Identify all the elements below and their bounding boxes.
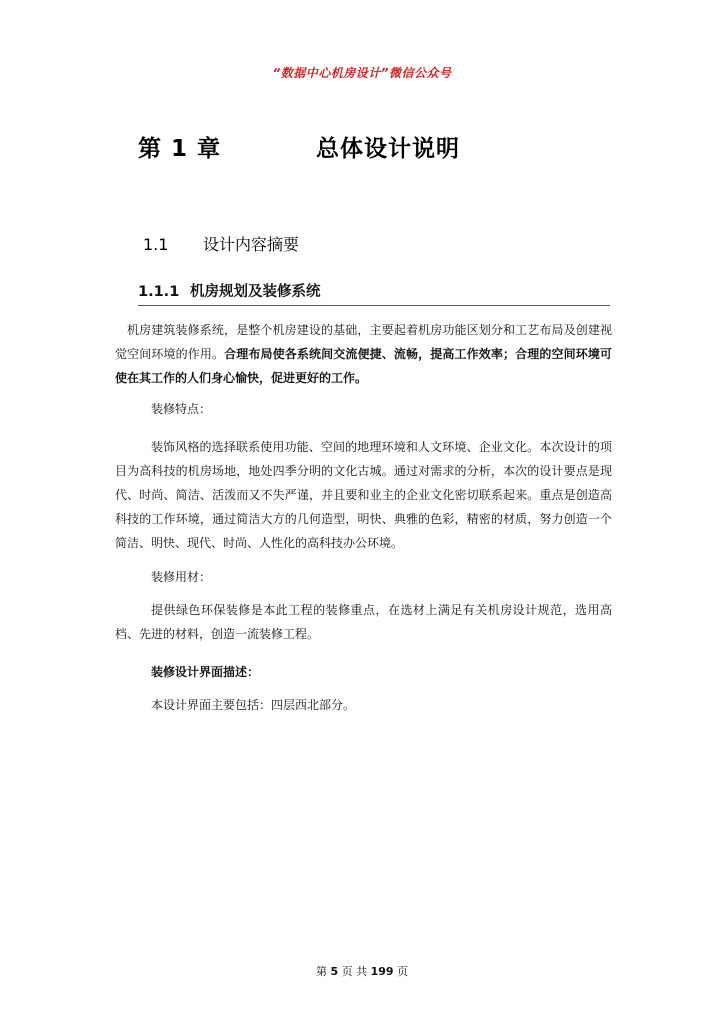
features-label: 装修特点： [151,402,212,416]
section-heading [143,232,299,255]
chapter-heading [138,130,460,163]
subsection-number: 1.1.1 [138,284,180,300]
chapter-label: 第 1 章 [138,136,222,162]
section-title: 设计内容摘要 [203,235,300,254]
page-footer [0,963,724,979]
intro-bold-text: 合理布局使各系统间交流便捷、流畅，提高工作效率；合理的空间环境可使在其工作的人们身心愉快，促进更好的工作。 [115,347,612,385]
subsection-heading [138,280,610,306]
materials-label: 装修用材： [151,570,212,584]
interface-paragraph: 本设计界面主要包括：四层西北部分。 [151,698,356,712]
footer-prefix: 第 [315,965,327,978]
intro-text: 机房建筑装修系统，是整个机房建设的基础，主要起着机房功能区划分和工艺布局及创建视觉空间环境的作用。 [115,323,612,361]
header-note: “数据中心机房设计”微信公众号 [272,66,452,80]
footer-middle: 页 共 [341,965,368,978]
interface-label: 装修设计界面描述： [151,665,260,679]
subsection-title: 机房规划及装修系统 [190,284,321,300]
section-number: 1.1 [143,235,169,254]
chapter-title: 总体设计说明 [316,136,460,162]
materials-paragraph: 提供绿色环保装修是本此工程的装修重点，在选材上满足有关机房设计规范，选用高档、先进的材料，创造一流装修工程。 [115,603,612,641]
features-paragraph: 装饰风格的选择联系使用功能、空间的地理环境和人文环境、企业文化。本次设计的项目为高科技的机房场地，地处四季分明的文化古城。通过对需求的分析，本次的设计要点是现代、时尚、简洁、活泼而又不失严谨，并且要和业主的企业文化密切联系起来。重点是创造高科技的工作环境，通过简洁大方的几何造型，明快、典雅的色彩，精密的材质，努力创造一个简洁、明快、现代、时尚、人性化的高科技办公环境。 [115,440,612,550]
intro-paragraph [115,318,612,390]
footer-total-pages: 199 [370,965,394,978]
footer-suffix: 页 [397,965,409,978]
footer-page-number: 5 [330,965,339,978]
